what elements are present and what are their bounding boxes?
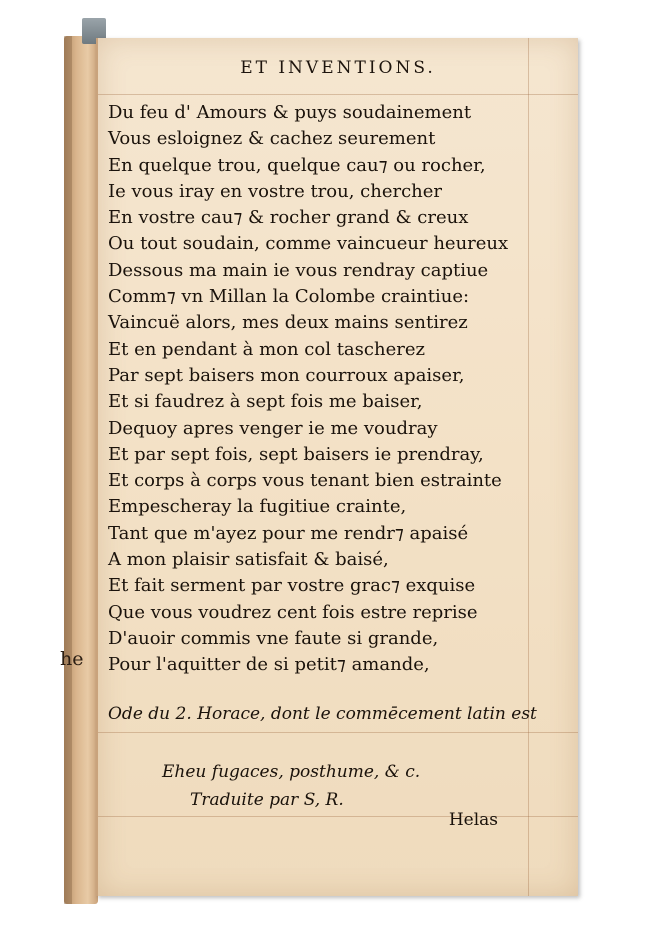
verse-line: Vaincuë alors, mes deux mains sentirez <box>108 312 468 334</box>
running-head: ET INVENTIONS. <box>240 58 436 78</box>
verse-line: Par sept baisers mon courroux apaiser, <box>108 364 465 386</box>
verse-line: En quelque trou, quelque cau⁊ ou rocher, <box>108 154 486 176</box>
verse-line: Et en pendant à mon col tascherez <box>108 338 425 360</box>
verse-line: En vostre cau⁊ & rocher grand & creux <box>108 207 469 229</box>
ode-title: Ode du 2. Horace, dont le commēcement latin est <box>108 704 537 724</box>
subtitle-line-latin: Eheu fugaces, posthume, & c. <box>162 762 421 782</box>
verse-line: D'auoir commis vne faute si grande, <box>108 627 439 649</box>
verse-line: Et corps à corps vous tenant bien estrainte <box>108 470 502 492</box>
ruled-line-margin <box>528 38 529 896</box>
verse-line: Et par sept fois, sept baisers ie prendray, <box>108 443 484 465</box>
verse-block <box>108 100 508 679</box>
facing-page-fragment: he <box>60 648 84 670</box>
catchword: Helas <box>448 810 498 830</box>
verse-line: A mon plaisir satisfait & baisé, <box>108 549 389 571</box>
ruled-line-middle <box>98 732 578 733</box>
verse-line: Ou tout soudain, comme vaincueur heureux <box>108 233 509 255</box>
verse-line: Dequoy apres venger ie me voudray <box>108 417 438 439</box>
verse-line: Et si faudrez à sept fois me baiser, <box>108 391 423 413</box>
verse-line: Empescheray la fugitiue crainte, <box>108 496 407 518</box>
ruled-line-bottom <box>98 816 578 817</box>
verse-line: Ie vous iray en vostre trou, chercher <box>108 180 443 202</box>
subtitle-line-translator: Traduite par S, R. <box>190 790 344 810</box>
verse-line: Vous esloignez & cachez seurement <box>108 128 436 150</box>
binding-shadow <box>64 36 72 904</box>
verse-line: Comm⁊ vn Millan la Colombe craintiue: <box>108 286 470 308</box>
ruled-line-top <box>98 94 578 95</box>
verse-line: Du feu d' Amours & puys soudainement <box>108 102 472 123</box>
ode-subtitle <box>162 758 420 814</box>
verse-line: Dessous ma main ie vous rendray captiue <box>108 259 489 281</box>
verse-line: Pour l'aquitter de si petit⁊ amande, <box>108 654 430 676</box>
verse-line: Et fait serment par vostre grac⁊ exquise <box>108 575 476 597</box>
verse-line: Tant que m'ayez pour me rendr⁊ apaisé <box>108 522 469 544</box>
verse-line: Que vous voudrez cent fois estre reprise <box>108 601 478 623</box>
book-page <box>96 38 578 896</box>
